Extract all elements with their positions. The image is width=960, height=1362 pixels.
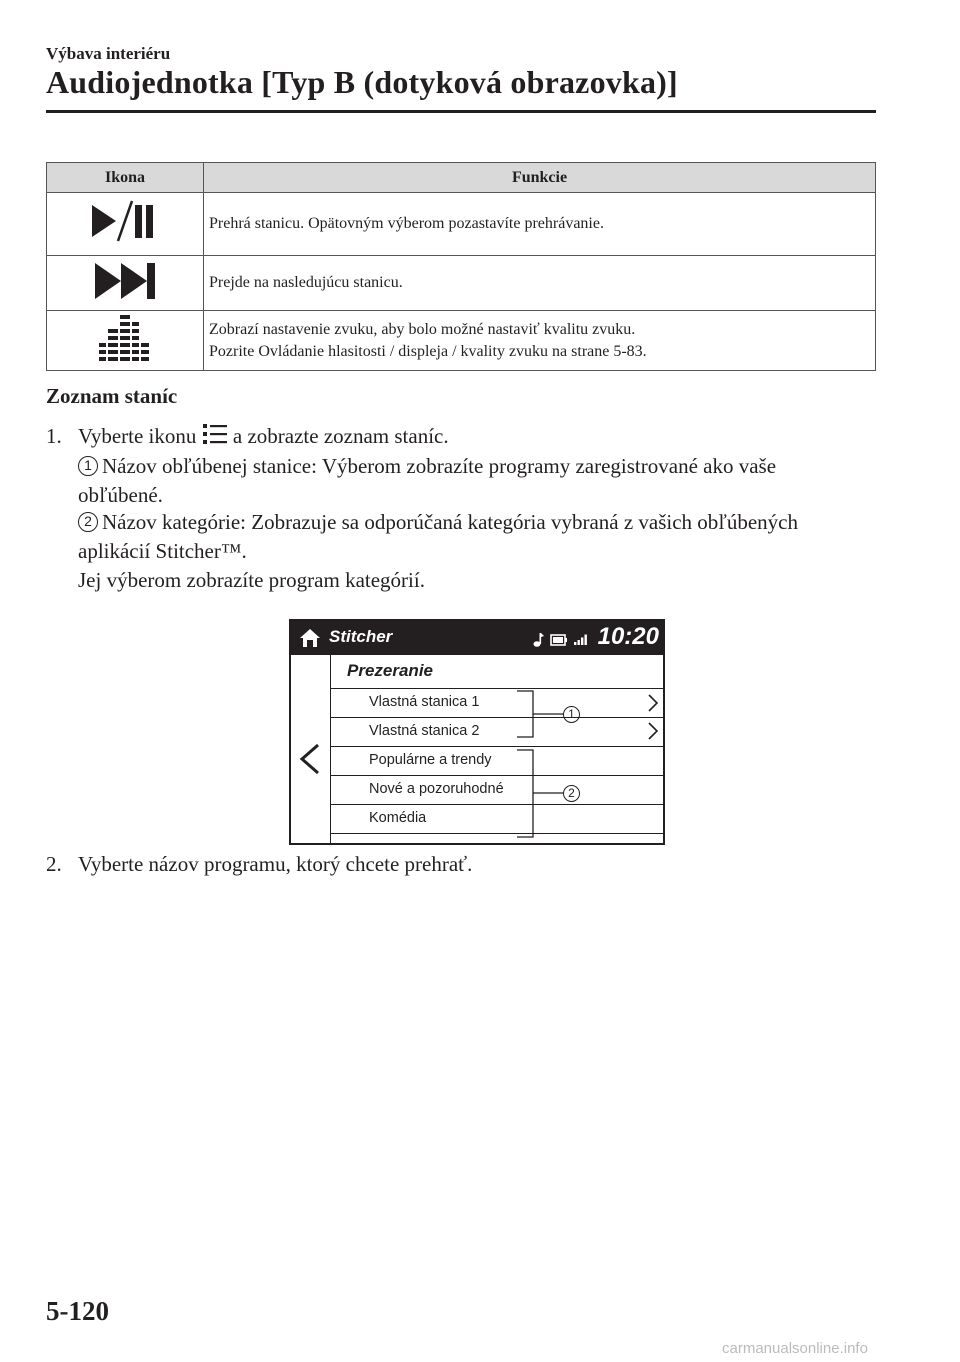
- callout-marker: 1: [78, 456, 98, 476]
- list-item[interactable]: [331, 688, 663, 717]
- subheading-station-list: Zoznam staníc: [46, 384, 178, 408]
- description-line: Zobrazí nastavenie zvuku, aby bolo možné nastaviť kvalitu zvuku.: [209, 320, 636, 338]
- note-text: Jej výberom zobrazíte program kategórií.: [78, 568, 425, 592]
- callout-marker-2: 2: [563, 785, 580, 802]
- callout-marker: 2: [78, 512, 98, 532]
- list-item-label: Vlastná stanica 2: [369, 723, 480, 739]
- note-text: obľúbené.: [78, 483, 163, 507]
- note-favorite-station: [78, 452, 878, 510]
- step-text: Vyberte názov programu, ktorý chcete prehrať.: [78, 852, 473, 876]
- table-row: [47, 256, 876, 311]
- icon-function-table: [46, 162, 876, 371]
- column-header-icon: Ikona: [47, 163, 204, 193]
- signal-strength-icon: [573, 632, 589, 646]
- callout-marker-1: 1: [563, 706, 580, 723]
- list-item-label: Populárne a trendy: [369, 752, 492, 768]
- home-icon[interactable]: [299, 628, 321, 648]
- chevron-right-icon: [647, 721, 659, 741]
- list-item[interactable]: [331, 775, 663, 804]
- note-category: [78, 508, 878, 595]
- title-rule: [46, 110, 876, 113]
- list-item-label: Nové a pozoruhodné: [369, 781, 504, 797]
- list-item-label: Komédia: [369, 810, 427, 826]
- screen-header: [291, 621, 663, 655]
- step-number: 1.: [46, 424, 62, 448]
- section-label: Výbava interiéru: [46, 44, 171, 63]
- chevron-right-icon: [647, 693, 659, 713]
- step-2: [46, 852, 472, 877]
- table-cell-description: [204, 311, 876, 371]
- list-icon: [202, 423, 228, 445]
- step-1: [46, 423, 449, 449]
- step-number: 2.: [46, 852, 62, 876]
- list-item[interactable]: [331, 717, 663, 746]
- table-cell-description: Prehrá stanicu. Opätovným výberom pozastavíte prehrávanie.: [204, 193, 876, 256]
- note-text: aplikácií Stitcher™.: [78, 539, 247, 563]
- page-title: Audiojednotka [Typ B (dotyková obrazovka)]: [46, 64, 678, 100]
- equalizer-icon: [97, 313, 153, 363]
- list-title: Prezeranie: [347, 661, 433, 680]
- list-item[interactable]: [331, 804, 663, 833]
- table-row: [47, 311, 876, 371]
- skip-next-icon: [93, 259, 157, 303]
- page-number: 5-120: [46, 1296, 109, 1326]
- list-item: [331, 833, 663, 845]
- note-text: Názov kategórie: Zobrazuje sa odporúčaná kategória vybraná z vašich obľúbených: [102, 510, 798, 534]
- step-text-before: Vyberte ikonu: [78, 424, 197, 448]
- note-text: Názov obľúbenej stanice: Výberom zobrazíte programy zaregistrované ako vaše: [102, 454, 777, 478]
- play-pause-icon: [90, 199, 160, 245]
- back-chevron-icon: [298, 743, 322, 775]
- app-title: Stitcher: [329, 627, 393, 646]
- callout-brackets: [511, 681, 591, 847]
- table-row: [47, 193, 876, 256]
- list-item[interactable]: [331, 746, 663, 775]
- step-text-after: a zobrazte zoznam staníc.: [232, 424, 449, 448]
- description-line: Pozrite Ovládanie hlasitosti / displeja / kvality zvuku na strane 5-83.: [209, 342, 647, 360]
- list-item-label: Vlastná stanica 1: [369, 694, 480, 710]
- watermark: carmanualsonline.info: [722, 1340, 868, 1357]
- back-button[interactable]: [291, 655, 331, 845]
- column-header-function: Funkcie: [204, 163, 876, 193]
- battery-icon: [550, 634, 568, 646]
- table-cell-description: Prejde na nasledujúcu stanicu.: [204, 256, 876, 311]
- clock: 10:20: [597, 623, 659, 650]
- stitcher-screen-figure: [289, 619, 665, 845]
- music-note-icon: [533, 632, 545, 648]
